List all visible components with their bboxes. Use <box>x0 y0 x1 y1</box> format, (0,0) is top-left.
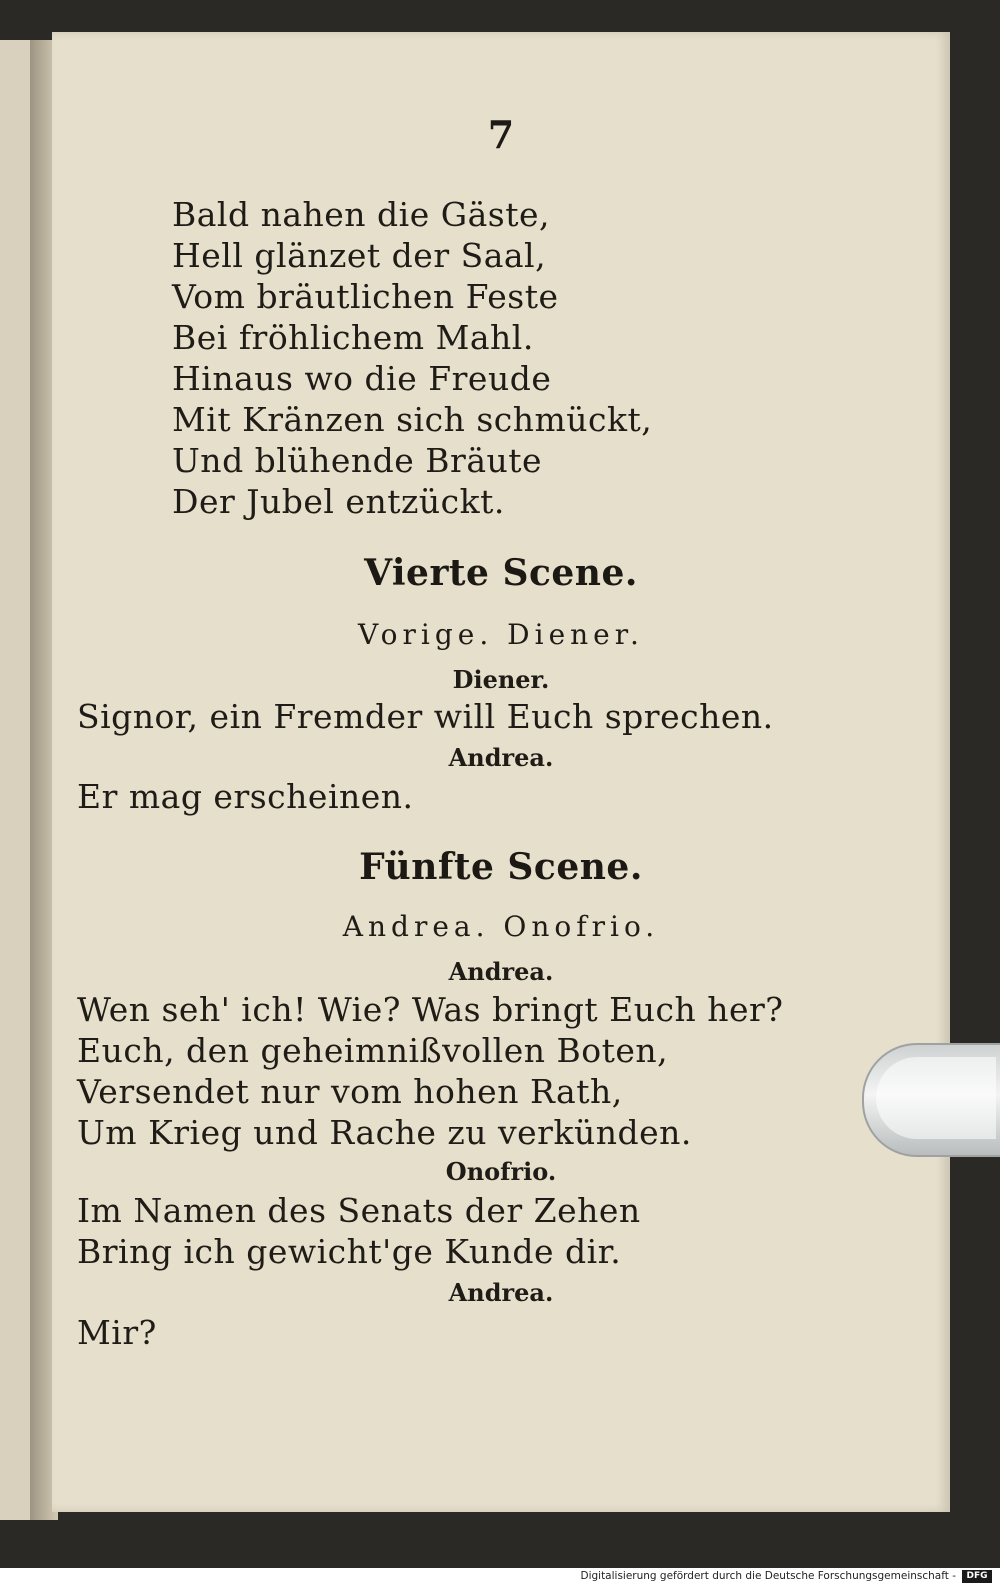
dfg-logo-icon: DFG <box>962 1570 992 1583</box>
dialogue-line: Versendet nur vom hohen Rath, <box>77 1072 623 1111</box>
left-page-edge <box>0 40 32 1520</box>
cast-list: Andrea. Onofrio. <box>342 910 660 943</box>
book-page <box>52 32 950 1512</box>
verse-line: Hinaus wo die Freude <box>172 359 552 398</box>
page-number: 7 <box>487 112 515 157</box>
verse-block <box>172 194 652 522</box>
dialogue-line: Mir? <box>77 1313 157 1352</box>
dialogue-line: Euch, den geheimnißvollen Boten, <box>77 1031 669 1070</box>
speaker-name: Andrea. <box>448 743 554 772</box>
footer-text: Digitalisierung gefördert durch die Deutsche Forschungsgemeinschaft - <box>580 1570 956 1582</box>
verse-line: Bald nahen die Gäste, <box>172 195 550 234</box>
page-tab-marker <box>862 1043 1000 1157</box>
dialogue-block <box>77 1190 641 1272</box>
verse-line: Mit Kränzen sich schmückt, <box>172 400 653 439</box>
footer-bar <box>0 1568 1000 1586</box>
cast-list: Vorige. Diener. <box>358 618 644 651</box>
tab-highlight <box>876 1057 996 1139</box>
verse-line: Und blühende Bräute <box>172 441 543 480</box>
verse-line: Der Jubel entzückt. <box>172 482 505 521</box>
speaker-name: Diener. <box>452 665 550 694</box>
verse-line: Vom bräutlichen Feste <box>172 277 559 316</box>
dialogue-line: Im Namen des Senats der Zehen <box>77 1191 641 1230</box>
dialogue-line: Um Krieg und Rache zu verkünden. <box>77 1113 692 1152</box>
dialogue-line: Er mag erscheinen. <box>77 777 414 816</box>
dialogue-block <box>77 989 783 1153</box>
dialogue-line: Bring ich gewicht'ge Kunde dir. <box>77 1232 622 1271</box>
speaker-name: Andrea. <box>448 957 554 986</box>
verse-line: Hell glänzet der Saal, <box>172 236 547 275</box>
scene-heading: Vierte Scene. <box>364 552 638 594</box>
dialogue-line: Wen seh' ich! Wie? Was bringt Euch her? <box>77 990 784 1029</box>
dialogue-line: Signor, ein Fremder will Euch sprechen. <box>77 697 774 736</box>
speaker-name: Andrea. <box>448 1278 554 1307</box>
verse-line: Bei fröhlichem Mahl. <box>172 318 534 357</box>
scene-heading: Fünfte Scene. <box>359 846 643 888</box>
speaker-name: Onofrio. <box>445 1157 557 1186</box>
